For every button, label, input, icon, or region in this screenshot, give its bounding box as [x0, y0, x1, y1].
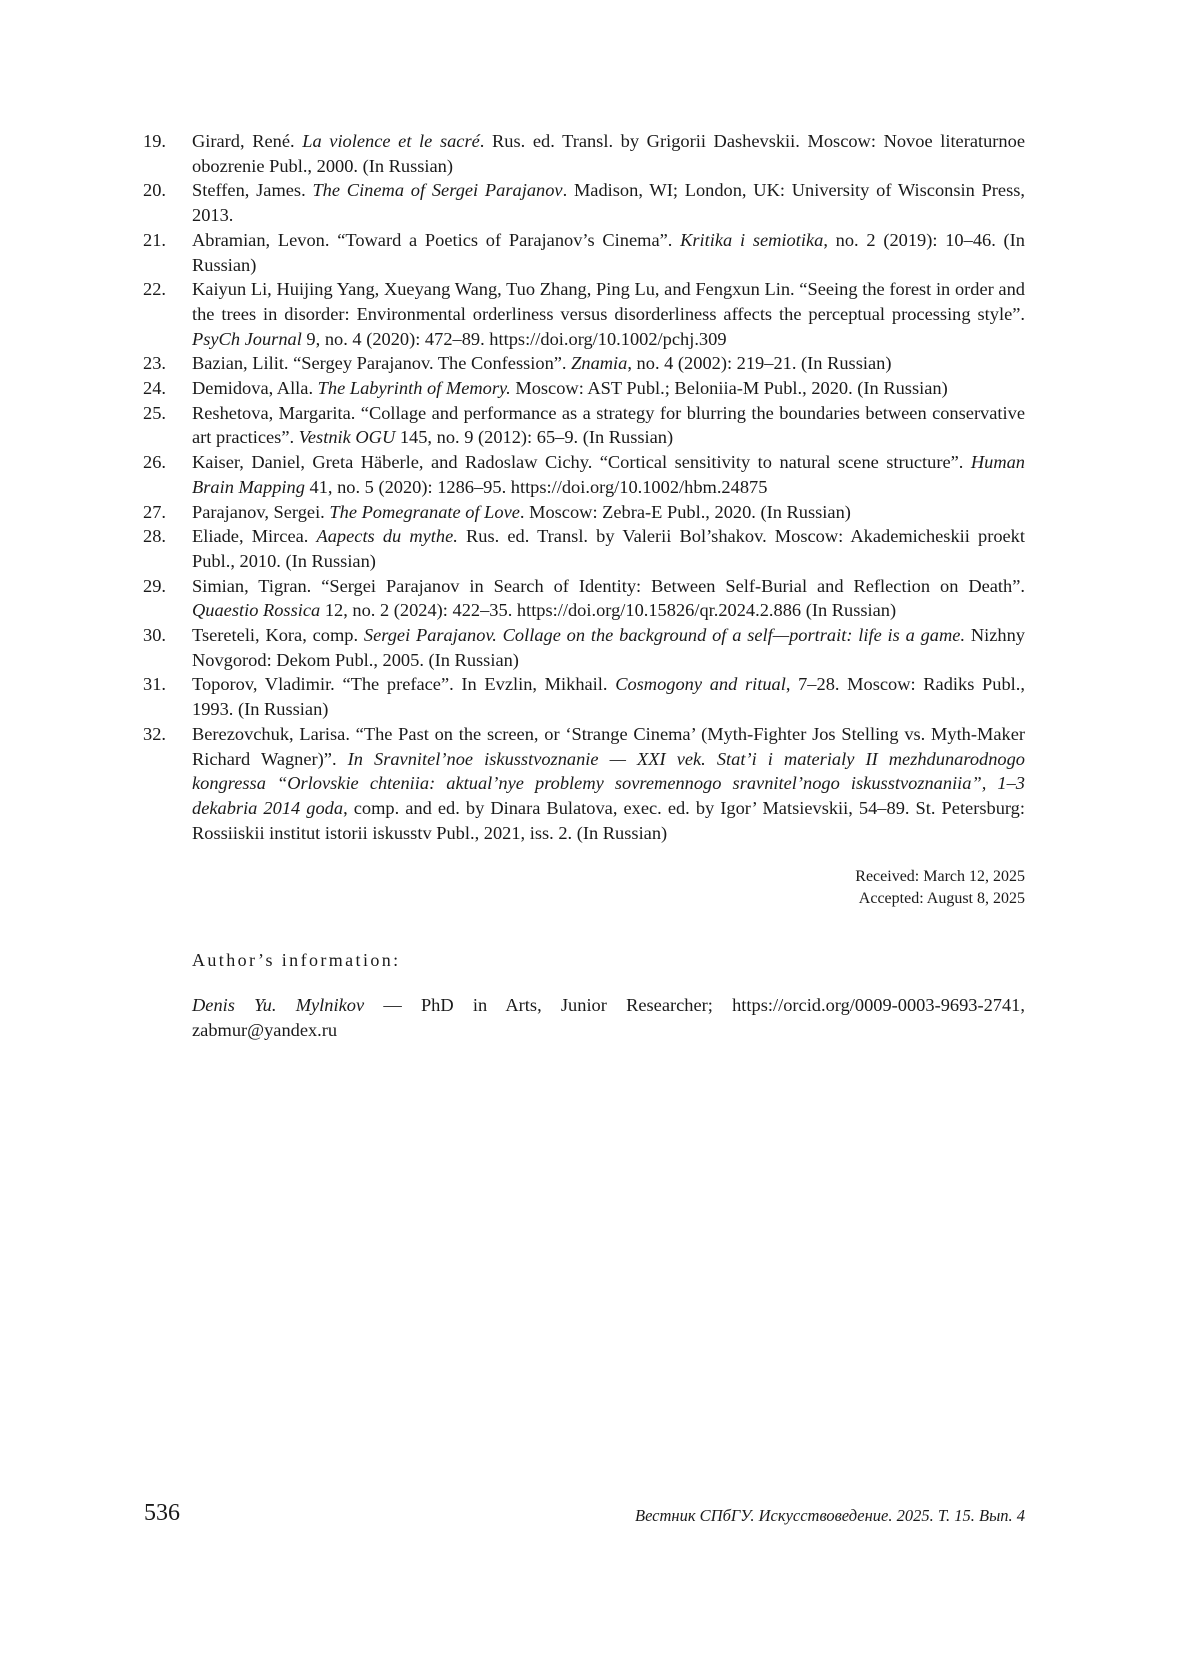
reference-segment: , comp. and ed. by Dinara Bulatova, exec. ed. by Igor’ Matsievskii, 54–89. St. Petersburg: Rossiiskii institut istorii iskusstv Publ., 2021, iss. 2. (In Russian): [192, 797, 1025, 843]
reference-text: [192, 623, 1025, 672]
reference-text: [192, 376, 1025, 401]
reference-text: [192, 500, 1025, 525]
reference-text: [192, 722, 1025, 846]
reference-title: Cosmogony and ritual: [615, 674, 786, 695]
reference-segment: . Madison, WI; London, UK: University of Wisconsin Press, 2013.: [192, 180, 1025, 226]
reference-title: Sergei Parajanov. Collage on the background of a self—portrait: life is a game.: [363, 625, 966, 646]
reference-item: [143, 524, 1025, 573]
reference-segment: Toporov, Vladimir. “The preface”. In Evzlin, Mikhail.: [192, 674, 616, 695]
reference-title: The Labyrinth of Memory.: [317, 378, 511, 399]
reference-segment: Steffen, James.: [192, 180, 313, 201]
reference-number: 29.: [143, 575, 166, 596]
reference-item: [143, 623, 1025, 672]
reference-number: 26.: [143, 452, 166, 473]
accepted-date: Accepted: August 8, 2025: [858, 890, 1025, 907]
author-details: — PhD in Arts, Junior Researcher; https://orcid.org/0009-0003-9693-2741, zabmur@yandex.ru: [192, 995, 1025, 1040]
reference-segment: , no. 2 (2019): 10–46. (In Russian): [192, 229, 1025, 275]
reference-number: 19.: [143, 131, 166, 151]
reference-segment: Demidova, Alla.: [192, 378, 318, 399]
reference-segment: Moscow: AST Publ.; Beloniia-M Publ., 2020. (In Russian): [510, 378, 948, 399]
reference-title: Quaestio Rossica: [192, 600, 321, 621]
reference-segment: Eliade, Mircea.: [192, 526, 317, 547]
reference-segment: . Rus. ed. Transl. by Grigorii Dashevskii. Moscow: Novoe literaturnoe obozrenie Publ., 2000. (In Russian): [192, 131, 1025, 176]
reference-number: 32.: [143, 723, 166, 744]
reference-item: [143, 277, 1025, 351]
reference-segment: Kaiyun Li, Huijing Yang, Xueyang Wang, Tuo Zhang, Ping Lu, and Fengxun Lin. “Seeing the forest in order and the trees in disorder: Environmental orderliness versus disorderliness affects the perceptual processing style”.: [192, 279, 1025, 324]
reference-number: 30.: [143, 625, 166, 646]
reference-title: Kritika i semiotika: [680, 229, 824, 250]
reference-number: 22.: [143, 279, 166, 300]
reference-text: [192, 401, 1025, 450]
reference-title: The Cinema of Sergei Parajanov: [312, 180, 563, 201]
reference-segment: Kaiser, Daniel, Greta Häberle, and Radoslaw Cichy. “Cortical sensitivity to natural scene structure”.: [192, 452, 971, 473]
reference-item: [143, 450, 1025, 499]
reference-segment: , no. 4 (2002): 219–21. (In Russian): [627, 353, 892, 374]
reference-number: 25.: [143, 402, 166, 423]
reference-item: [143, 376, 1025, 401]
reference-item: [143, 401, 1025, 450]
reference-segment: 9, no. 4 (2020): 472–89. https://doi.org/10.1002/pchj.309: [301, 328, 727, 349]
reference-segment: Rus. ed. Transl. by Valerii Bol’shakov. Moscow: Akademicheskii proekt Publ., 2010. (In Russian): [192, 526, 1025, 571]
author-info-heading: Author’s information:: [192, 950, 401, 970]
reference-segment: , 7–28. Moscow: Radiks Publ., 1993. (In Russian): [192, 674, 1025, 720]
reference-text: [192, 351, 1025, 376]
reference-text: [192, 574, 1025, 623]
reference-number: 31.: [143, 674, 166, 695]
reference-title: Aapects du mythe.: [316, 526, 458, 547]
reference-item: [143, 500, 1025, 525]
reference-segment: Berezovchuk, Larisa. “The Past on the screen, or ‘Strange Cinema’ (Myth-Fighter Jos Stelling vs. Myth-Maker Richard Wagner)”.: [192, 723, 1025, 769]
reference-number: 24.: [143, 378, 166, 399]
reference-segment: Reshetova, Margarita. “Collage and performance as a strategy for blurring the boundaries between conservative art practices”.: [192, 402, 1025, 448]
reference-number: 28.: [143, 526, 166, 547]
reference-text: [192, 450, 1025, 499]
reference-text: [192, 129, 1025, 178]
reference-title: PsyCh Journal: [192, 328, 302, 349]
article-dates: [855, 866, 1025, 910]
reference-segment: Abramian, Levon. “Toward a Poetics of Parajanov’s Cinema”.: [192, 229, 681, 250]
reference-number: 20.: [143, 180, 166, 201]
reference-title: Vestnik OGU: [298, 427, 396, 448]
reference-segment: Parajanov, Sergei.: [192, 501, 330, 522]
reference-number: 23.: [143, 353, 166, 374]
reference-text: [192, 228, 1025, 277]
received-date: Received: March 12, 2025: [855, 868, 1025, 885]
reference-text: [192, 178, 1025, 227]
reference-text: [192, 277, 1025, 351]
reference-segment: Simian, Tigran. “Sergei Parajanov in Search of Identity: Between Self-Burial and Reflection on Death”.: [192, 575, 1025, 596]
references-list: [143, 129, 1025, 845]
reference-segment: . Moscow: Zebra-E Publ., 2020. (In Russian): [519, 501, 851, 522]
reference-item: [143, 722, 1025, 846]
reference-title: La violence et le sacré: [302, 131, 480, 151]
reference-title: In Sravnitel’noe iskusstvoznanie — XXI vek. Stat’i i materialy II mezhdunarodnogo kongressa “Orlovskie chteniia: aktual’nye problemy sovremennogo sravnitel’nogo iskusstvoznaniia”, 1–3 dekabria 2014 goda: [192, 748, 1025, 818]
reference-item: [143, 129, 1025, 178]
reference-number: 27.: [143, 501, 166, 522]
page-number: 536: [144, 1500, 180, 1526]
reference-title: Znamia: [571, 353, 628, 374]
reference-number: 21.: [143, 229, 166, 250]
reference-text: [192, 672, 1025, 721]
reference-title: Human Brain Mapping: [192, 452, 1025, 497]
reference-segment: Bazian, Lilit. “Sergey Parajanov. The Confession”.: [192, 353, 572, 374]
reference-title: The Pomegranate of Love: [329, 501, 520, 522]
author-name: Denis Yu. Mylnikov: [192, 995, 365, 1015]
reference-segment: Nizhny Novgorod: Dekom Publ., 2005. (In Russian): [192, 625, 1025, 670]
reference-text: [192, 524, 1025, 573]
reference-segment: Tsereteli, Kora, comp.: [192, 625, 364, 646]
reference-item: [143, 351, 1025, 376]
reference-segment: Girard, René.: [192, 131, 303, 151]
reference-item: [143, 178, 1025, 227]
reference-segment: 145, no. 9 (2012): 65–9. (In Russian): [395, 427, 674, 448]
reference-segment: 41, no. 5 (2020): 1286–95. https://doi.org/10.1002/hbm.24875: [304, 476, 768, 497]
author-info: [192, 993, 1025, 1043]
reference-item: [143, 228, 1025, 277]
reference-item: [143, 574, 1025, 623]
reference-segment: 12, no. 2 (2024): 422–35. https://doi.org/10.15826/qr.2024.2.886 (In Russian): [320, 600, 897, 621]
reference-item: [143, 672, 1025, 721]
journal-running-footer: Вестник СПбГУ. Искусствоведение. 2025. Т. 15. Вып. 4: [634, 1506, 1025, 1525]
